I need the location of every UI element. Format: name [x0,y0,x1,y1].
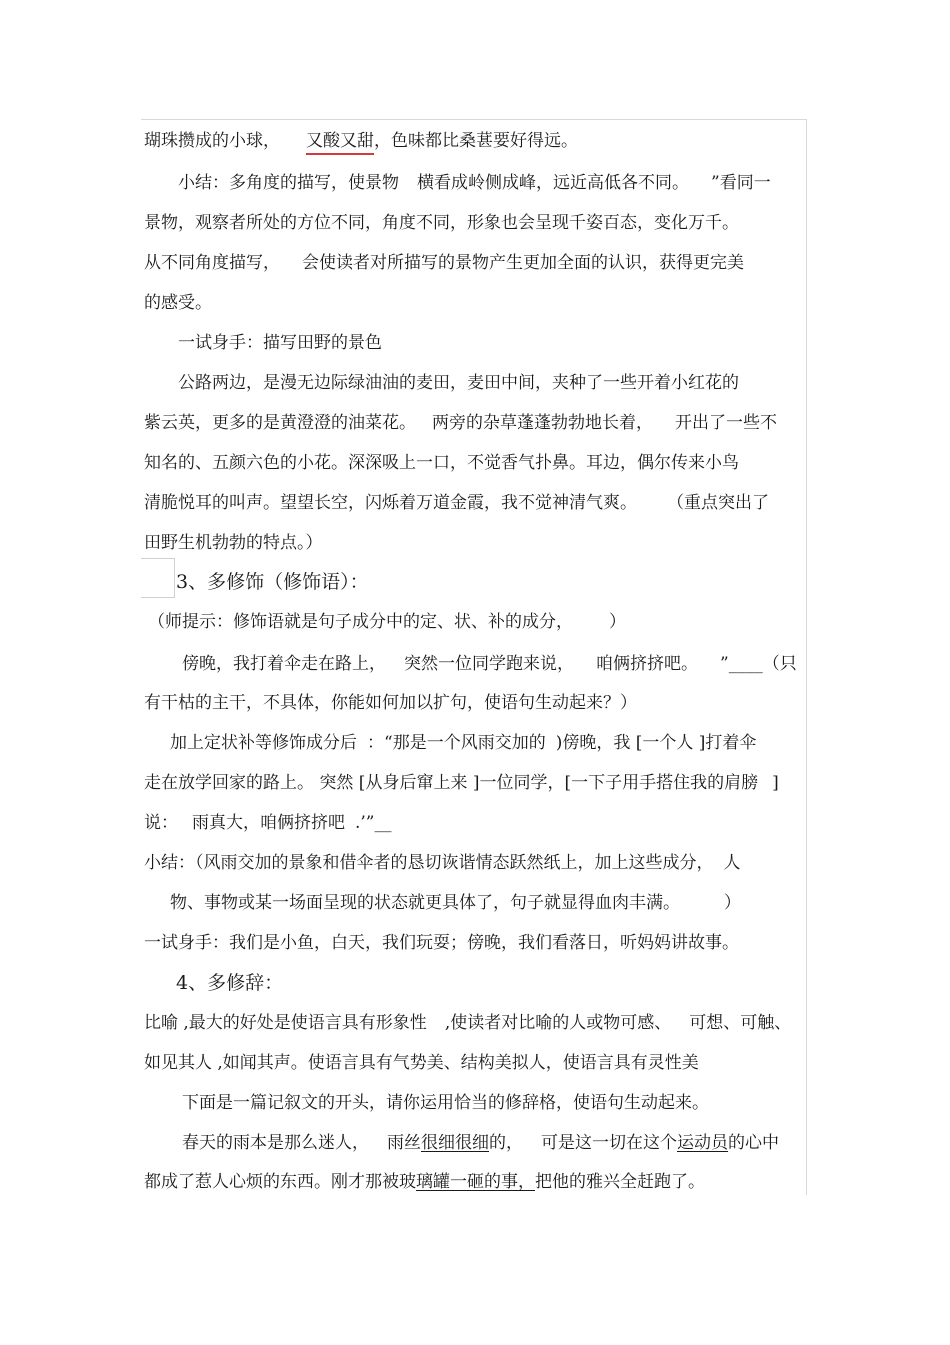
example-sentence-line-1: 傍晚，我打着伞走在路上， 突然一位同学跑来说， 咱俩挤挤吧。 ”____（只 [182,654,797,674]
text-line-5: 的感受。 [144,293,212,313]
margin-box [141,558,175,598]
summary-line-1: 小结：多角度的描写，使景物 横看成岭侧成峰，远近高低各不同。 ”看同一 [178,173,771,193]
rhetoric-line-2: 如见其人 ,如闻其声。使语言具有气势美、结构美拟人，使语言具有灵性美 [144,1053,699,1073]
underlined-phrase-1: 很细很细 [421,1133,489,1153]
underlined-phrase-3: 璃罐一砸的事， [416,1172,535,1192]
example-sentence-line-2: 有干枯的主干，不具体，你能如何加以扩句，使语句生动起来？） [144,693,637,713]
exercise-para-line-1: 公路两边，是漫无边际绿油油的麦田，麦田中间，夹种了一些开着小红花的 [178,373,739,393]
task-text-line-1: 春天的雨本是那么迷人， 雨丝很细很细的， 可是这一切在这个运动员的心中 [182,1133,779,1153]
text-line-3: 景物，观察者所处的方位不同，角度不同，形象也会呈现千姿百态，变化万千。 [144,213,739,233]
rhetoric-line-1: 比喻 ,最大的好处是使语言具有形象性 ,使读者对比喻的人或物可感、 可想、可触、 [144,1013,792,1033]
section-heading-4: 4、多修辞： [176,972,284,994]
text-line-1: 瑚珠攒成的小球， 又酸又甜，色味都比桑葚要好得远。 [144,130,808,152]
exercise-para-line-4: 清脆悦耳的叫声。望望长空，闪烁着万道金霞，我不觉神清气爽。 （重点突出了 [144,493,769,513]
expanded-sentence-line-1: 加上定状补等修饰成分后 ：“那是一个风雨交加的 )傍晚，我 [一个人 ]打着伞 [170,733,757,753]
exercise-para-line-2: 紫云英，更多的是黄澄澄的油菜花。 两旁的杂草蓬蓬勃勃地长着， 开出了一些不 [144,413,777,433]
expanded-sentence-line-2: 走在放学回家的路上。 突然 [从身后窜上来 ]一位同学，[一下子用手搭住我的肩膀 ] [144,773,779,793]
highlighted-phrase: 又酸又甜 [306,131,374,155]
summary-line-2: 小结：（风雨交加的景象和借伞者的恳切诙谐情态跃然纸上，加上这些成分， 人 [144,853,741,873]
underlined-phrase-2: 运动员 [677,1133,728,1153]
exercise-para-line-5: 田野生机勃勃的特点。） [144,533,323,553]
summary-line-3: 物、事物或某一场面呈现的状态就更具体了，句子就显得血肉丰满。 ） [170,893,741,913]
task-instruction: 下面是一篇记叙文的开头，请你运用恰当的修辞格，使语句生动起来。 [182,1093,709,1113]
exercise-title-2: 一试身手：我们是小鱼，白天，我们玩耍；傍晚，我们看落日，听妈妈讲故事。 [144,933,739,953]
exercise-title-1: 一试身手：描写田野的景色 [178,333,382,353]
exercise-para-line-3: 知名的、五颜六色的小花。深深吸上一口，不觉香气扑鼻。耳边，偶尔传来小鸟 [144,453,739,473]
task-text-line-2: 都成了惹人心烦的东西。刚才那被玻璃罐一砸的事，把他的雅兴全赶跑了。 [144,1172,705,1192]
section-heading-3: 3、多修饰（修饰语）： [176,571,369,593]
teacher-hint: （师提示：修饰语就是句子成分中的定、状、补的成分， ） [148,612,626,632]
expanded-sentence-line-3: 说： 雨真大，咱俩挤挤吧 .’”__ [144,813,392,833]
text-line-4: 从不同角度描写， 会使读者对所描写的景物产生更加全面的认识，获得更完美 [144,253,744,273]
